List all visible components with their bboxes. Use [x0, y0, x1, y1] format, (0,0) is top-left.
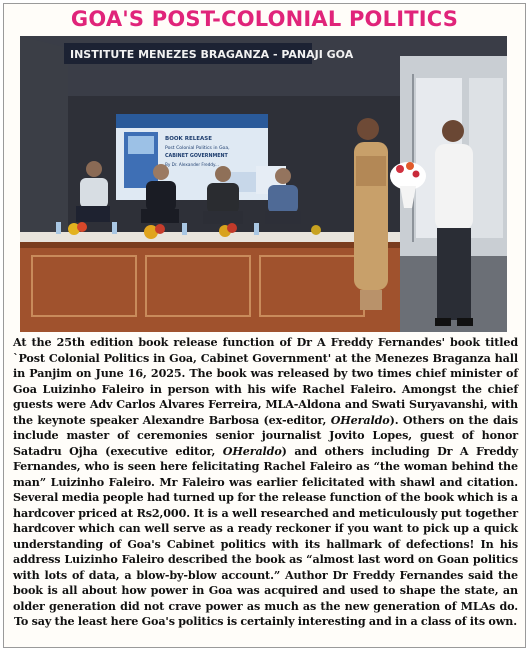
caption-part-2: ). Others on the dais include master of ceremonies senior journalist Jovito Lopes, guest of honor Satadru Ojha (executive editor,	[13, 413, 518, 458]
caption-part-1: At the 25th edition book release function of Dr A Freddy Fernandes' book titled `Post Colonial Politics in Goa, Cabinet Government' at the Menezes Braganza hall in Panjim on June 16, 2025. The book was released by two times chief minister of Goa Luizinho Faleiro in person with his wife Rachel Faleiro. Amongst the chief guests were Adv Carlos Alvares Ferreira, MLA-Aldona and Swati Suryavanshi, with the keynote speaker Alexandre Barbosa (ex-editor,	[13, 336, 518, 427]
news-clipping	[3, 3, 526, 648]
caption-part-3: ) and others including Dr A Freddy Fernandes, who is seen here felicitating Rachel Faleiro as “the woman behind the man” Luizinho Faleiro. Mr Faleiro was earlier felicitated with shawl and citation. Several media people had turned up for the release function of the book which is a hardcover priced at Rs2,000. It is a well researched and meticulously put together hardcover which can well serve as a ready reckoner if you want to pick up a quick understanding of Goa's Cabinet politics with its hallmark of defections! In his address Luizinho Faleiro described the book as “almost last word on Goan politics with lots of data, a blow-by-blow account.” Author Dr Freddy Fernandes said the book is all about how power in Goa was acquired and used to shape the state, an older generation did not crave power as much as the new generation of MLAs do. To say the least here Goa's politics is certainly interesting and in a class of its own.	[13, 444, 518, 628]
caption-em-1: OHeraldo	[330, 413, 390, 427]
event-photo-illustration	[20, 36, 507, 332]
screen-line-2: Post Colonial Politics in Goa,	[165, 146, 230, 151]
screen-line-3: CABINET GOVERNMENT	[165, 154, 228, 159]
man-standing	[435, 120, 473, 326]
event-photo	[20, 36, 507, 332]
headline: GOA'S POST-COLONIAL POLITICS	[70, 7, 459, 31]
banner-text: INSTITUTE MENEZES BRAGANZA - PANAJI GOA	[70, 48, 354, 61]
photo-caption	[13, 335, 518, 630]
screen-line-1: BOOK RELEASE	[165, 136, 212, 142]
screen-line-4: By Dr. Alexander Freddy...	[165, 162, 219, 167]
caption-em-2: OHeraldo	[222, 444, 282, 458]
woman-standing	[354, 118, 388, 310]
